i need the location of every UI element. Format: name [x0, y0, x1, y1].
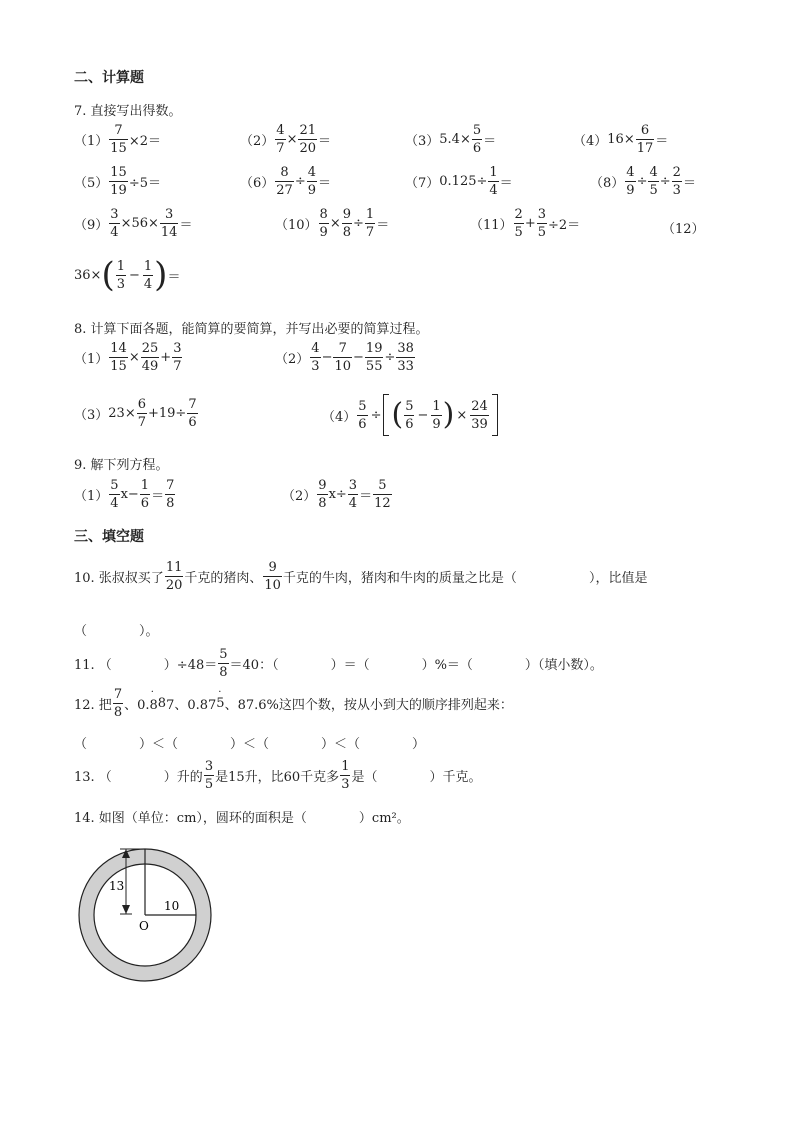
- expr-text: ÷: [384, 350, 396, 365]
- expr-text: −: [321, 350, 333, 365]
- q12-line-1: [74, 688, 513, 719]
- numerator: 6: [137, 397, 146, 412]
- numerator: 7: [166, 478, 175, 493]
- q9-stem: 9. 解下列方程。: [74, 458, 169, 473]
- q8-item-3: [74, 398, 199, 429]
- fraction: [275, 124, 285, 155]
- numerator: 3: [173, 341, 182, 356]
- q7-12-op: −: [128, 267, 140, 283]
- expr-text: 0.125÷: [439, 174, 488, 189]
- fraction: [317, 479, 327, 510]
- numerator: 2: [514, 207, 523, 222]
- numerator: 9: [318, 478, 327, 493]
- q10-line-1: [74, 561, 647, 592]
- denominator: 9: [307, 183, 317, 198]
- denominator: 15: [110, 141, 127, 156]
- inner-radius-label: 10: [164, 899, 180, 913]
- fraction: [143, 260, 153, 291]
- item-label: （9）: [74, 218, 109, 233]
- q8-item-2: [275, 342, 416, 373]
- expr-text: ＝: [318, 134, 332, 149]
- q7-item-8: [590, 166, 696, 197]
- item-label: （1）: [74, 489, 109, 504]
- fraction: [307, 166, 317, 197]
- q12-mid2: 7、0.87: [166, 698, 217, 713]
- denominator: 6: [358, 416, 367, 432]
- numerator: 5: [110, 478, 119, 493]
- outer-radius-label: 13: [109, 879, 125, 893]
- item-label: （11）: [470, 218, 513, 233]
- fraction: [275, 166, 294, 197]
- expr-text: +: [160, 350, 172, 365]
- fraction: [404, 400, 414, 431]
- fraction: [298, 124, 317, 155]
- item-label: （5）: [74, 176, 109, 191]
- denominator: 8: [318, 496, 327, 511]
- q10-mid1: 千克的猪肉、: [184, 571, 263, 586]
- q13-mid: 是15升，比60千克多: [215, 770, 340, 785]
- q7-item-12-label: （12）: [662, 222, 705, 237]
- denominator: 33: [397, 359, 414, 374]
- denominator: 3: [116, 276, 125, 292]
- fraction: [470, 400, 489, 431]
- numerator: 15: [110, 165, 127, 180]
- numerator: 11: [165, 560, 183, 575]
- denominator: 9: [319, 225, 328, 240]
- numerator: 1: [341, 759, 350, 774]
- q7-stem: 7. 直接写出得数。: [74, 104, 182, 119]
- numerator: 9: [342, 207, 352, 222]
- item-label: （2）: [282, 489, 317, 504]
- expr-text: ＝: [318, 176, 332, 191]
- item-label: （6）: [240, 176, 275, 191]
- numerator: 5: [472, 123, 482, 138]
- q8-stem: 8. 计算下面各题，能简算的要简算，并写出必要的简算过程。: [74, 322, 429, 337]
- paren-right: ): [442, 397, 455, 432]
- numerator: 6: [640, 123, 650, 138]
- numerator: 38: [397, 341, 414, 356]
- q8-4-div: ÷: [370, 407, 382, 423]
- fraction: [172, 342, 182, 373]
- q7-item-1: [74, 124, 161, 155]
- q10-mid2: 千克的牛肉，猪肉和牛肉的质量之比是（: [282, 571, 517, 586]
- q12-repeat-2: · 5: [216, 687, 225, 711]
- q13-pre: 13. （ ）升的: [74, 770, 203, 785]
- q12-post: 、87.6%这四个数，按从小到大的顺序排列起来：: [224, 698, 513, 713]
- numerator: 4: [626, 165, 635, 180]
- numerator: 2: [672, 165, 681, 180]
- q11-post: ＝40：（ ）＝（ ）%＝（ ）（填小数）。: [229, 658, 603, 673]
- denominator: 39: [471, 416, 488, 432]
- q7-item-4: [573, 124, 668, 155]
- q11-pre: 11. （ ）÷48＝: [74, 658, 218, 673]
- fraction: [672, 166, 682, 197]
- fraction: [263, 561, 282, 592]
- fraction: [140, 479, 150, 510]
- fraction: [648, 166, 658, 197]
- expr-text: ×: [286, 132, 298, 147]
- denominator: 4: [110, 496, 119, 511]
- item-label: （8）: [590, 176, 625, 191]
- numerator: 1: [489, 165, 498, 180]
- q10-pre: 10. 张叔叔买了: [74, 571, 164, 586]
- q13-post: 是（ ）千克。: [351, 770, 482, 785]
- denominator: 6: [188, 415, 197, 430]
- q7-item-5: [74, 166, 161, 197]
- numerator: 3: [348, 478, 358, 493]
- ring-figure: [74, 840, 219, 990]
- paren-right: ): [154, 255, 168, 295]
- expr-text: ＝: [682, 176, 696, 191]
- numerator: 7: [114, 123, 123, 138]
- denominator: 20: [165, 578, 183, 593]
- fraction: [488, 166, 498, 197]
- denominator: 5: [537, 225, 547, 240]
- fraction: [636, 124, 655, 155]
- numerator: 5: [219, 647, 228, 662]
- denominator: 8: [166, 496, 175, 511]
- numerator: 4: [311, 341, 320, 356]
- denominator: 8: [342, 225, 352, 240]
- q11: [74, 648, 603, 679]
- bracket-right: [492, 394, 498, 436]
- numerator: 5: [405, 398, 414, 414]
- q12-line-2: （ ）＜（ ）＜（ ）＜（ ）: [74, 737, 426, 752]
- fraction: [310, 342, 320, 373]
- numerator: 21: [299, 123, 317, 138]
- numerator: 7: [113, 687, 123, 702]
- expr-text: ÷5＝: [128, 176, 161, 191]
- fraction: [137, 398, 147, 429]
- expr-text: ÷: [353, 216, 364, 231]
- q7-item-10: [275, 208, 389, 239]
- denominator: 7: [365, 225, 375, 240]
- numerator: 8: [319, 207, 328, 222]
- fraction: [514, 208, 524, 239]
- expr-text: 23×: [108, 406, 136, 421]
- denominator: 7: [173, 359, 182, 374]
- item-label: （7）: [405, 176, 440, 191]
- fraction: [537, 208, 547, 239]
- numerator: 8: [280, 165, 289, 180]
- expr-text: ＝: [151, 489, 165, 504]
- denominator: 12: [374, 496, 391, 511]
- expr-text: ×: [329, 216, 341, 231]
- denominator: 20: [299, 141, 317, 156]
- q14-text: 14. 如图（单位：cm），圆环的面积是（ ）cm²。: [74, 811, 410, 826]
- expr-text: ×2＝: [128, 134, 161, 149]
- numerator: 4: [649, 165, 658, 180]
- expr-text: ×56×: [120, 216, 159, 231]
- numerator: 24: [471, 398, 488, 414]
- fraction: [109, 208, 119, 239]
- denominator: 5: [649, 183, 658, 198]
- denominator: 55: [365, 359, 383, 374]
- denominator: 5: [514, 225, 523, 240]
- denominator: 4: [489, 183, 498, 198]
- numerator: 1: [140, 478, 150, 493]
- q7-item-9: [74, 208, 192, 239]
- fraction: [625, 166, 635, 197]
- q12-pre: 12. 把: [74, 698, 112, 713]
- fraction: [333, 342, 352, 373]
- fraction: [160, 208, 179, 239]
- q13: [74, 760, 481, 791]
- numerator: 4: [276, 123, 285, 138]
- denominator: 3: [672, 183, 681, 198]
- q8-4-minus: −: [417, 407, 429, 423]
- item-label: （10）: [275, 218, 318, 233]
- numerator: 9: [268, 560, 277, 575]
- numerator: 4: [307, 165, 317, 180]
- denominator: 19: [110, 183, 127, 198]
- paren-left: (: [101, 255, 115, 295]
- item-label: （2）: [275, 352, 310, 367]
- expr-text: −: [353, 350, 364, 365]
- expr-text: ＝: [376, 218, 390, 233]
- denominator: 10: [334, 359, 352, 374]
- expr-text: ＝: [179, 218, 193, 233]
- fraction: [431, 400, 441, 431]
- fraction: [373, 479, 392, 510]
- fraction: [365, 208, 375, 239]
- item-label: （3）: [405, 134, 440, 149]
- expr-text: +19÷: [148, 406, 187, 421]
- item-label: （3）: [74, 408, 109, 423]
- numerator: 5: [358, 398, 367, 414]
- expr-text: ＝: [499, 176, 513, 191]
- expr-text: ÷2＝: [548, 218, 581, 233]
- denominator: 49: [141, 359, 159, 374]
- q12-mid: 、0.8: [124, 698, 158, 713]
- fraction: [165, 561, 184, 592]
- denominator: 8: [113, 705, 123, 720]
- denominator: 4: [348, 496, 358, 511]
- numerator: 7: [188, 397, 197, 412]
- numerator: 14: [110, 341, 127, 356]
- expr-text: ÷: [636, 174, 648, 189]
- numerator: 3: [537, 207, 547, 222]
- denominator: 7: [276, 141, 285, 156]
- item-label: （4）: [573, 134, 608, 149]
- fraction: [348, 479, 358, 510]
- fraction: [109, 124, 128, 155]
- numerator: 1: [143, 258, 153, 274]
- denominator: 9: [432, 416, 441, 432]
- fraction: [340, 760, 350, 791]
- q9-item-1: [74, 479, 176, 510]
- denominator: 8: [219, 665, 228, 680]
- expr-text: ×: [128, 350, 140, 365]
- expr-text: ÷: [659, 174, 671, 189]
- q7-item-6: [240, 166, 331, 197]
- denominator: 6: [472, 141, 482, 156]
- denominator: 10: [264, 578, 281, 593]
- fraction: [472, 124, 482, 155]
- fraction: [357, 400, 367, 431]
- expr-text: +: [524, 216, 536, 231]
- section-title-fill: 三、填空题: [74, 529, 144, 545]
- q12-rep1-digit: 8: [157, 696, 167, 711]
- numerator: 3: [204, 759, 214, 774]
- q7-item-12-expr: [74, 255, 181, 295]
- fraction: [116, 260, 126, 291]
- denominator: 15: [110, 359, 127, 374]
- q9-item-2: [282, 479, 393, 510]
- fraction: [141, 342, 160, 373]
- fraction: [113, 688, 123, 719]
- fraction: [218, 648, 228, 679]
- q12-rep2-digit: 5: [216, 696, 225, 711]
- fraction: [342, 208, 352, 239]
- numerator: 5: [378, 478, 387, 493]
- q12-repeat-1: · 8: [150, 687, 167, 711]
- center-label: O: [139, 919, 149, 933]
- fraction: [204, 760, 214, 791]
- expr-text: 16×: [607, 132, 635, 147]
- fraction: [187, 398, 197, 429]
- denominator: 7: [137, 415, 146, 430]
- q10-mid3: ），比值是: [588, 571, 648, 586]
- expr-text: x÷: [328, 487, 347, 502]
- fraction: [365, 342, 384, 373]
- q10-line-2: （ ）。: [74, 624, 159, 639]
- paren-left: (: [391, 397, 404, 432]
- expr-text: ÷: [294, 174, 306, 189]
- item-label: （2）: [240, 134, 275, 149]
- numerator: 19: [365, 341, 383, 356]
- q7-12-suffix: ＝: [167, 269, 181, 285]
- numerator: 1: [116, 258, 125, 274]
- fraction: [319, 208, 329, 239]
- numerator: 3: [165, 207, 174, 222]
- denominator: 6: [405, 416, 414, 432]
- denominator: 5: [204, 777, 214, 792]
- q8-item-1: [74, 342, 183, 373]
- denominator: 3: [311, 359, 320, 374]
- denominator: 4: [110, 225, 119, 240]
- fraction: [109, 166, 128, 197]
- numerator: 25: [141, 341, 159, 356]
- item-label: （1）: [74, 134, 109, 149]
- numerator: 7: [338, 341, 347, 356]
- section-title-calc: 二、计算题: [74, 70, 144, 86]
- q7-item-2: [240, 124, 331, 155]
- fraction: [109, 342, 128, 373]
- fraction: [396, 342, 415, 373]
- q8-item-4: [322, 394, 498, 436]
- q7-item-3: [405, 124, 496, 155]
- denominator: 9: [626, 183, 635, 198]
- numerator: 1: [432, 398, 441, 414]
- q8-4-times: ×: [456, 407, 468, 423]
- expr-text: x−: [120, 487, 139, 502]
- denominator: 6: [140, 496, 150, 511]
- denominator: 3: [341, 777, 350, 792]
- q7-12-prefix: 36×: [74, 267, 102, 283]
- denominator: 14: [160, 225, 178, 240]
- denominator: 27: [276, 183, 293, 198]
- expr-text: ＝: [359, 489, 373, 504]
- expr-text: 5.4×: [439, 132, 471, 147]
- fraction: [165, 479, 175, 510]
- denominator: 17: [636, 141, 654, 156]
- q7-item-7: [405, 166, 513, 197]
- numerator: 1: [365, 207, 375, 222]
- fraction: [109, 479, 119, 510]
- q8-4-label: （4）: [322, 409, 357, 425]
- q7-item-11: [470, 208, 580, 239]
- expr-text: ＝: [483, 134, 497, 149]
- denominator: 4: [143, 276, 153, 292]
- expr-text: ＝: [655, 134, 669, 149]
- numerator: 3: [110, 207, 119, 222]
- item-label: （1）: [74, 352, 109, 367]
- bracket-left: [383, 394, 389, 436]
